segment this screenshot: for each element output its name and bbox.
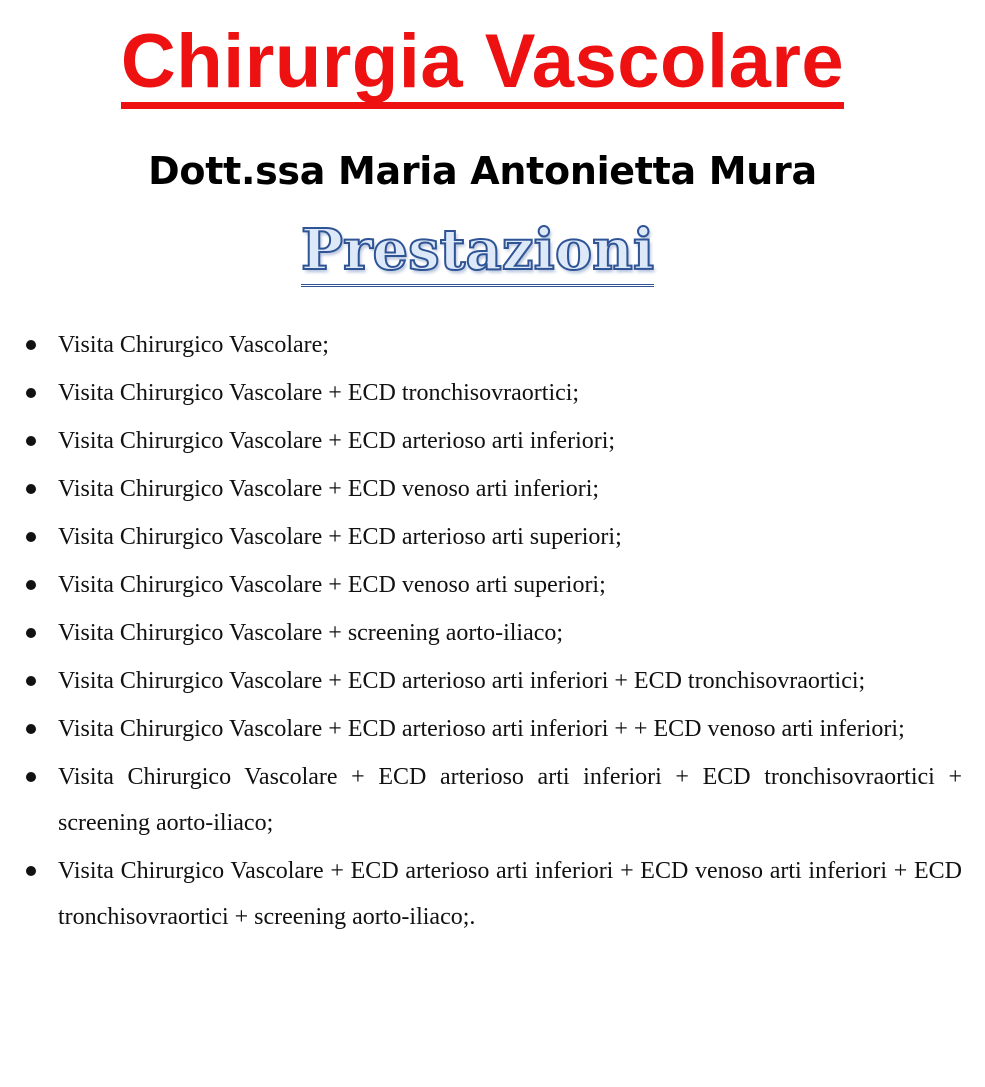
bullet-icon: [26, 676, 36, 686]
page-title-text: Chirurgia Vascolare: [121, 22, 844, 109]
page-title: [0, 18, 965, 109]
list-item: [0, 610, 962, 656]
service-text: Visita Chirurgico Vascolare + ECD arterioso arti inferiori + ECD tronchisovraortici;: [58, 668, 866, 694]
list-item: [0, 754, 962, 846]
service-text: Visita Chirurgico Vascolare + ECD venoso arti superiori;: [58, 572, 606, 598]
bullet-icon: [26, 436, 36, 446]
service-text: Visita Chirurgico Vascolare + ECD arterioso arti inferiori + + ECD venoso arti inferiori;: [58, 716, 905, 742]
list-item: [0, 706, 962, 752]
list-item: [0, 514, 962, 560]
bullet-icon: [26, 580, 36, 590]
list-item: [0, 466, 962, 512]
service-text: Visita Chirurgico Vascolare + ECD tronchisovraortici;: [58, 380, 580, 406]
doctor-name: Dott.ssa Maria Antonietta Mura: [148, 149, 817, 193]
service-text: Visita Chirurgico Vascolare;: [58, 332, 329, 358]
bullet-icon: [26, 532, 36, 542]
bullet-icon: [26, 772, 36, 782]
services-list: [0, 322, 985, 942]
service-text: Visita Chirurgico Vascolare + ECD arterioso arti superiori;: [58, 524, 622, 550]
service-text: Visita Chirurgico Vascolare + ECD arterioso arti inferiori;: [58, 428, 616, 454]
bullet-icon: [26, 628, 36, 638]
bullet-icon: [26, 866, 36, 876]
list-item: [0, 562, 962, 608]
service-text: Visita Chirurgico Vascolare + ECD venoso arti inferiori;: [58, 476, 600, 502]
bullet-icon: [26, 340, 36, 350]
list-item: [0, 418, 962, 464]
service-text: Visita Chirurgico Vascolare + ECD arterioso arti inferiori + ECD tronchisovraortici + screening aorto-iliaco;: [58, 764, 962, 836]
bullet-icon: [26, 484, 36, 494]
section-heading-text: Prestazioni: [301, 218, 654, 287]
list-item: [0, 322, 962, 368]
list-item: [0, 848, 962, 940]
section-heading: [250, 200, 705, 298]
list-item: [0, 658, 962, 704]
list-item: [0, 370, 962, 416]
service-text: Visita Chirurgico Vascolare + screening aorto-iliaco;: [58, 620, 564, 646]
bullet-icon: [26, 388, 36, 398]
bullet-icon: [26, 724, 36, 734]
service-text: Visita Chirurgico Vascolare + ECD arterioso arti inferiori + ECD venoso arti inferiori + ECD tronchisovraortici + screening aorto-iliaco;.: [58, 858, 962, 930]
